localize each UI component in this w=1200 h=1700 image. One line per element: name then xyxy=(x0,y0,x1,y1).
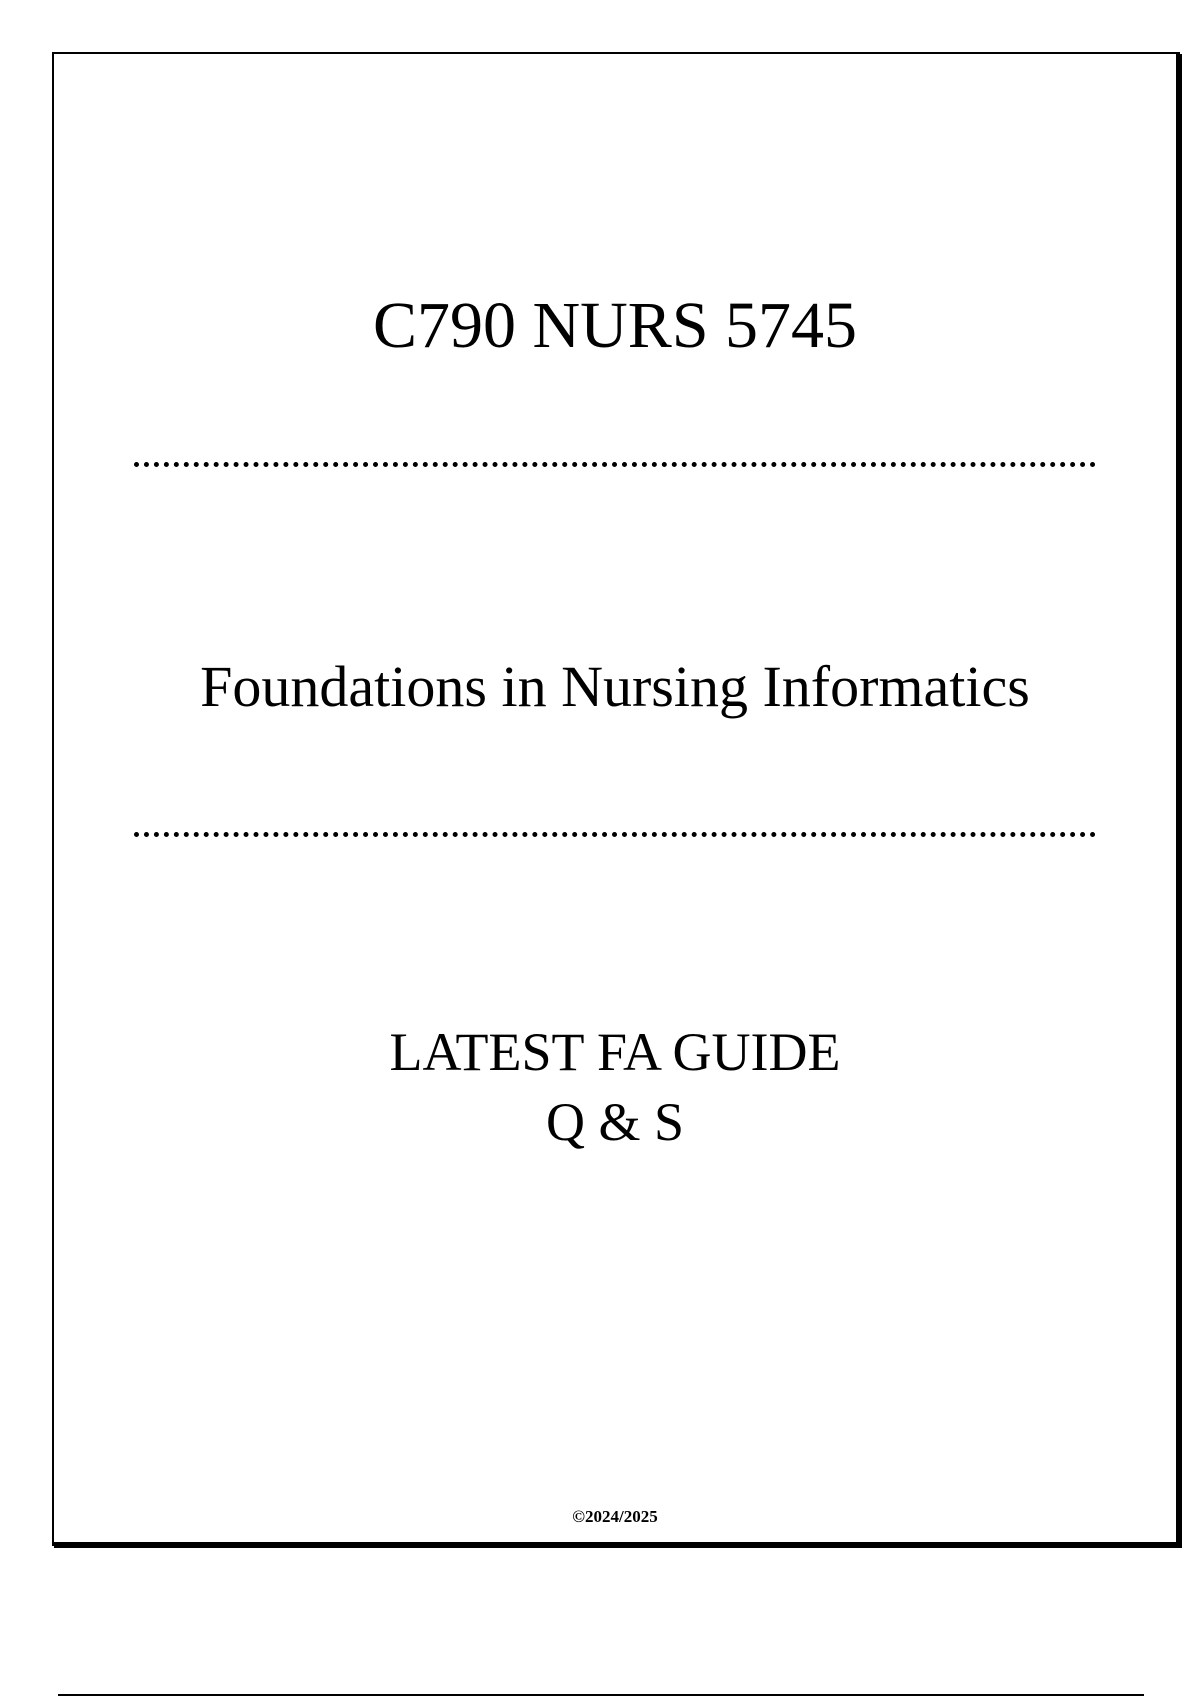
guide-title-line-2: Q & S xyxy=(545,1092,685,1152)
cover-page-frame xyxy=(52,52,1180,1546)
top-dotted-divider xyxy=(134,462,1096,467)
copyright-notice: ©2024/2025 xyxy=(572,1507,658,1526)
footer-divider xyxy=(58,1694,1144,1696)
bottom-dotted-divider xyxy=(134,832,1096,837)
guide-title-line-1: LATEST FA GUIDE xyxy=(389,1022,841,1082)
course-code-heading: C790 NURS 5745 xyxy=(372,289,858,362)
course-title-heading: Foundations in Nursing Informatics xyxy=(200,654,1030,719)
